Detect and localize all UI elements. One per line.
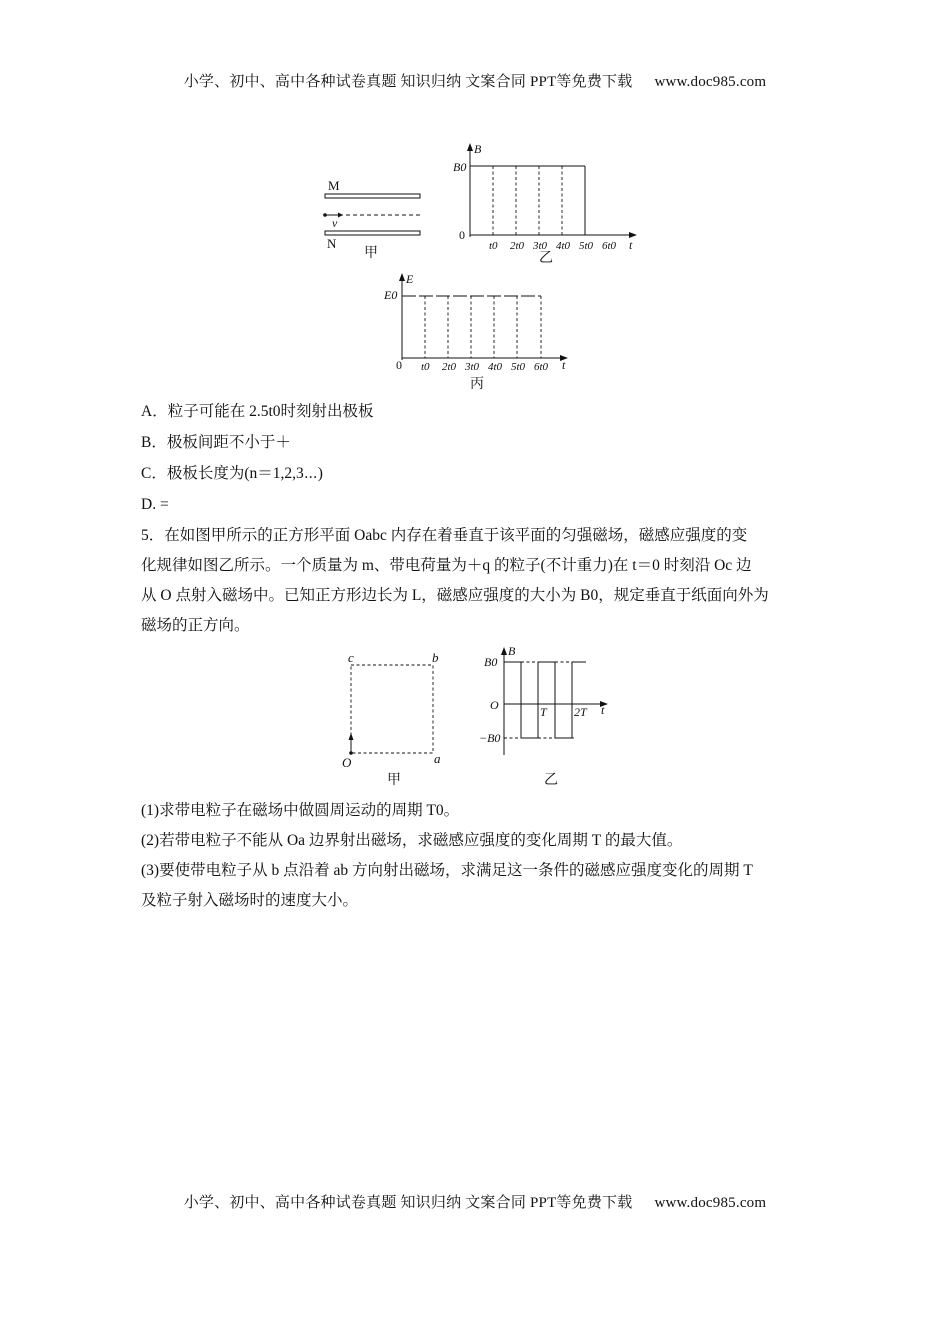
figure-e-graph xyxy=(380,268,580,394)
tick-t-label: T xyxy=(540,705,547,719)
y-axis-arrow xyxy=(501,647,507,655)
origin-label: O xyxy=(490,698,499,712)
square-wave xyxy=(504,662,586,738)
velocity-arrowhead xyxy=(349,733,354,740)
page-header xyxy=(0,70,950,91)
y-axis-label: E xyxy=(406,272,414,286)
sub-question-3-cont: 及粒子射入磁场时的速度大小。 xyxy=(141,892,359,909)
tick-label: 6t0 xyxy=(602,240,617,252)
corner-o-label: O xyxy=(342,755,352,770)
level-label: B0 xyxy=(453,160,467,174)
x-axis-label: t xyxy=(562,358,566,372)
plate-n xyxy=(325,231,420,235)
header-url: www.doc985.com xyxy=(654,74,767,90)
tick-label: t0 xyxy=(489,240,498,252)
option-a: A．粒子可能在 2.5t0时刻射出极板 xyxy=(141,403,374,420)
figure-b-graph xyxy=(445,138,645,264)
footer-url: www.doc985.com xyxy=(654,1195,767,1211)
level-label: E0 xyxy=(384,288,398,302)
pos-level-label: B0 xyxy=(484,655,498,669)
q5-line-3: 从 O 点射入磁场中。已知正方形边长为 L，磁感应强度的大小为 B0，规定垂直于纸面向外为 xyxy=(141,587,769,604)
tick-label: 6t0 xyxy=(534,361,549,373)
tick-label: 5t0 xyxy=(579,240,594,252)
option-c: C．极板长度为(n＝1,2,3⋯) xyxy=(141,465,323,482)
tick-label: t0 xyxy=(421,361,430,373)
tick-label: 3t0 xyxy=(533,240,548,252)
tick-label: 2t0 xyxy=(510,240,525,252)
figure-caption: 丙 xyxy=(470,377,484,392)
figure-plates xyxy=(318,175,428,265)
tick-label: 4t0 xyxy=(556,240,571,252)
velocity-label: v xyxy=(332,216,338,230)
corner-a-label: a xyxy=(434,751,441,766)
q5-line-1: 5．在如图甲所示的正方形平面 Oabc 内存在着垂直于该平面的匀强磁场，磁感应强度的变 xyxy=(141,527,748,544)
y-axis-label: B xyxy=(508,644,516,658)
header-text: 小学、初中、高中各种试卷真题 知识归纳 文案合同 PPT等免费下载 xyxy=(183,74,633,90)
option-b: B．极板间距不小于＋ xyxy=(141,434,291,451)
tick-2t-label: 2T xyxy=(574,705,587,719)
y-axis-arrow xyxy=(467,143,473,151)
plate-m-label: M xyxy=(328,178,340,193)
sub-question-3: (3)要使带电粒子从 b 点沿着 ab 方向射出磁场，求满足这一条件的磁感应强度变化的周期 T xyxy=(141,862,753,879)
figure-square xyxy=(336,650,454,790)
square-region xyxy=(351,665,433,753)
sub-question-1: (1)求带电粒子在磁场中做圆周运动的周期 T0。 xyxy=(141,802,460,819)
x-axis-label: t xyxy=(629,238,633,252)
corner-b-label: b xyxy=(432,650,439,665)
footer-text: 小学、初中、高中各种试卷真题 知识归纳 文案合同 PPT等免费下载 xyxy=(183,1195,633,1211)
neg-level-label: −B0 xyxy=(479,731,501,745)
figure-caption: 甲 xyxy=(364,246,378,261)
tick-label: 3t0 xyxy=(465,361,480,373)
plate-m xyxy=(325,194,420,198)
q5-line-2: 化规律如图乙所示。一个质量为 m、带电荷量为＋q 的粒子(不计重力)在 t＝0 时刻沿 Oc 边 xyxy=(141,557,752,574)
plate-n-label: N xyxy=(327,236,337,251)
sub-question-2: (2)若带电粒子不能从 Oa 边界射出磁场，求磁感应强度的变化周期 T 的最大值。 xyxy=(141,832,683,849)
q5-line-4: 磁场的正方向。 xyxy=(141,617,250,634)
velocity-arrowhead xyxy=(338,213,343,218)
page-footer xyxy=(0,1191,950,1212)
corner-c-label: c xyxy=(348,650,354,665)
x-axis-label: t xyxy=(601,703,605,717)
figure-alt-b-graph xyxy=(478,640,618,790)
figure-caption: 乙 xyxy=(539,251,553,264)
y-axis-label: B xyxy=(474,142,482,156)
tick-label: 4t0 xyxy=(488,361,503,373)
y-axis-arrow xyxy=(399,273,405,281)
tick-label: 2t0 xyxy=(442,361,457,373)
origin-label: 0 xyxy=(396,358,402,372)
tick-label: 5t0 xyxy=(511,361,526,373)
origin-label: 0 xyxy=(459,228,465,242)
figure-caption: 乙 xyxy=(544,773,558,788)
option-d: D. = xyxy=(141,496,169,513)
figure-caption: 甲 xyxy=(387,773,401,788)
